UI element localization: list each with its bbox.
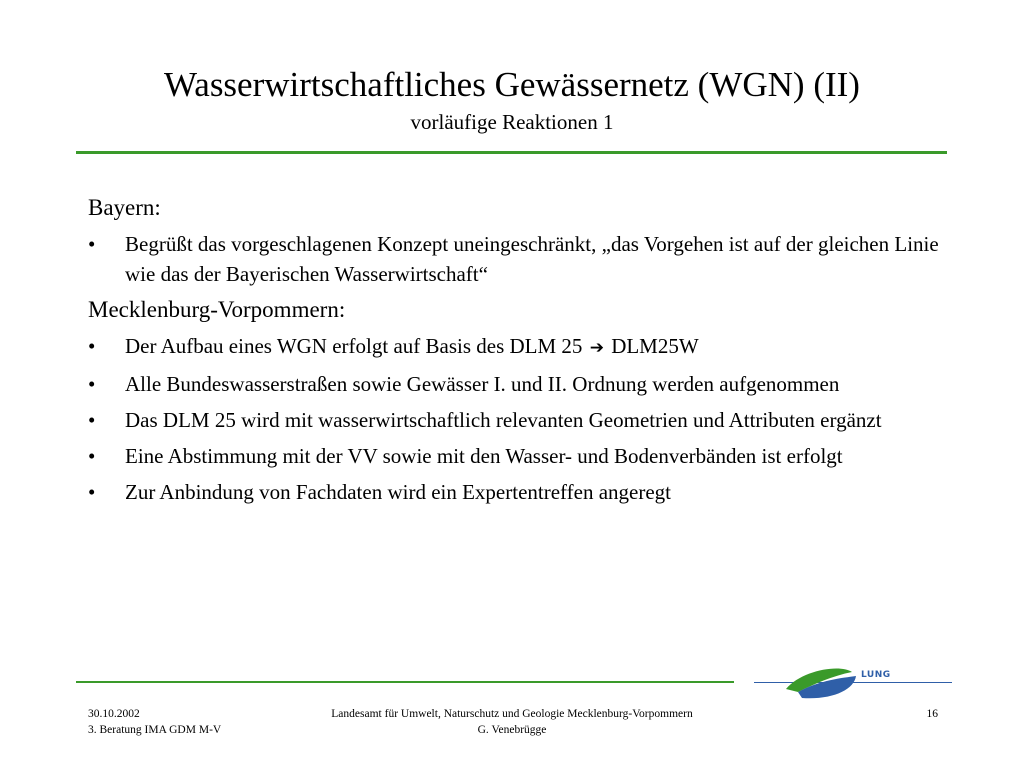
footer-organization: Landesamt für Umwelt, Naturschutz und Geologie Mecklenburg-Vorpommern — [331, 708, 693, 720]
bullet-icon: • — [88, 372, 96, 396]
slide-title: Wasserwirtschaftliches Gewässernetz (WGN) (II) — [164, 65, 860, 104]
footer-center — [300, 706, 724, 738]
bullet-icon: • — [88, 444, 96, 468]
footer-date: 30.10.2002 — [88, 708, 140, 720]
bullet-text: Der Aufbau eines WGN erfolgt auf Basis des DLM 25 — [125, 334, 583, 358]
slide-content — [88, 193, 948, 513]
section-heading-bayern: Bayern: — [88, 195, 161, 220]
bullet-text: Zur Anbindung von Fachdaten wird ein Expertentreffen angeregt — [125, 480, 672, 504]
bullet-icon: • — [88, 408, 96, 432]
list-item — [88, 331, 948, 363]
list-item — [88, 229, 948, 289]
bullet-text: Alle Bundeswasserstraßen sowie Gewässer I. und II. Ordnung werden aufgenommen — [125, 372, 840, 396]
footer-left — [88, 706, 221, 738]
slide-subtitle: vorläufige Reaktionen 1 — [410, 110, 614, 134]
bullet-text: Begrüßt das vorgeschlagenen Konzept uneingeschränkt, „das Vorgehen ist auf der gleichen Linie wie das der Bayerischen Wasserwirtschaft“ — [125, 232, 939, 286]
bullet-list-mecklenburg-vorpommern — [88, 331, 948, 507]
list-item — [88, 369, 948, 399]
footer-divider — [76, 681, 734, 683]
footer-author: G. Venebrügge — [477, 724, 547, 736]
bullet-icon: • — [88, 232, 96, 256]
bullet-text: Eine Abstimmung mit der VV sowie mit den Wasser- und Bodenverbänden ist erfolgt — [125, 444, 843, 468]
logo-text: LUNG — [861, 670, 891, 680]
list-item — [88, 405, 948, 435]
list-item — [88, 477, 948, 507]
bullet-icon: • — [88, 480, 96, 504]
list-item — [88, 441, 948, 471]
lung-logo-icon — [762, 662, 952, 704]
title-divider — [76, 151, 947, 154]
bullet-list-bayern — [88, 229, 948, 289]
bullet-text: DLM25W — [611, 334, 699, 358]
right-arrow-icon: ➔ — [589, 338, 604, 358]
bullet-text: Das DLM 25 wird mit wasserwirtschaftlich relevanten Geometrien und Attributen ergänzt — [125, 408, 882, 432]
footer-event: 3. Beratung IMA GDM M-V — [88, 724, 222, 736]
section-heading-mecklenburg-vorpommern: Mecklenburg-Vorpommern: — [88, 297, 346, 322]
footer-page-number: 16 — [926, 708, 938, 720]
bullet-icon: • — [88, 334, 96, 358]
